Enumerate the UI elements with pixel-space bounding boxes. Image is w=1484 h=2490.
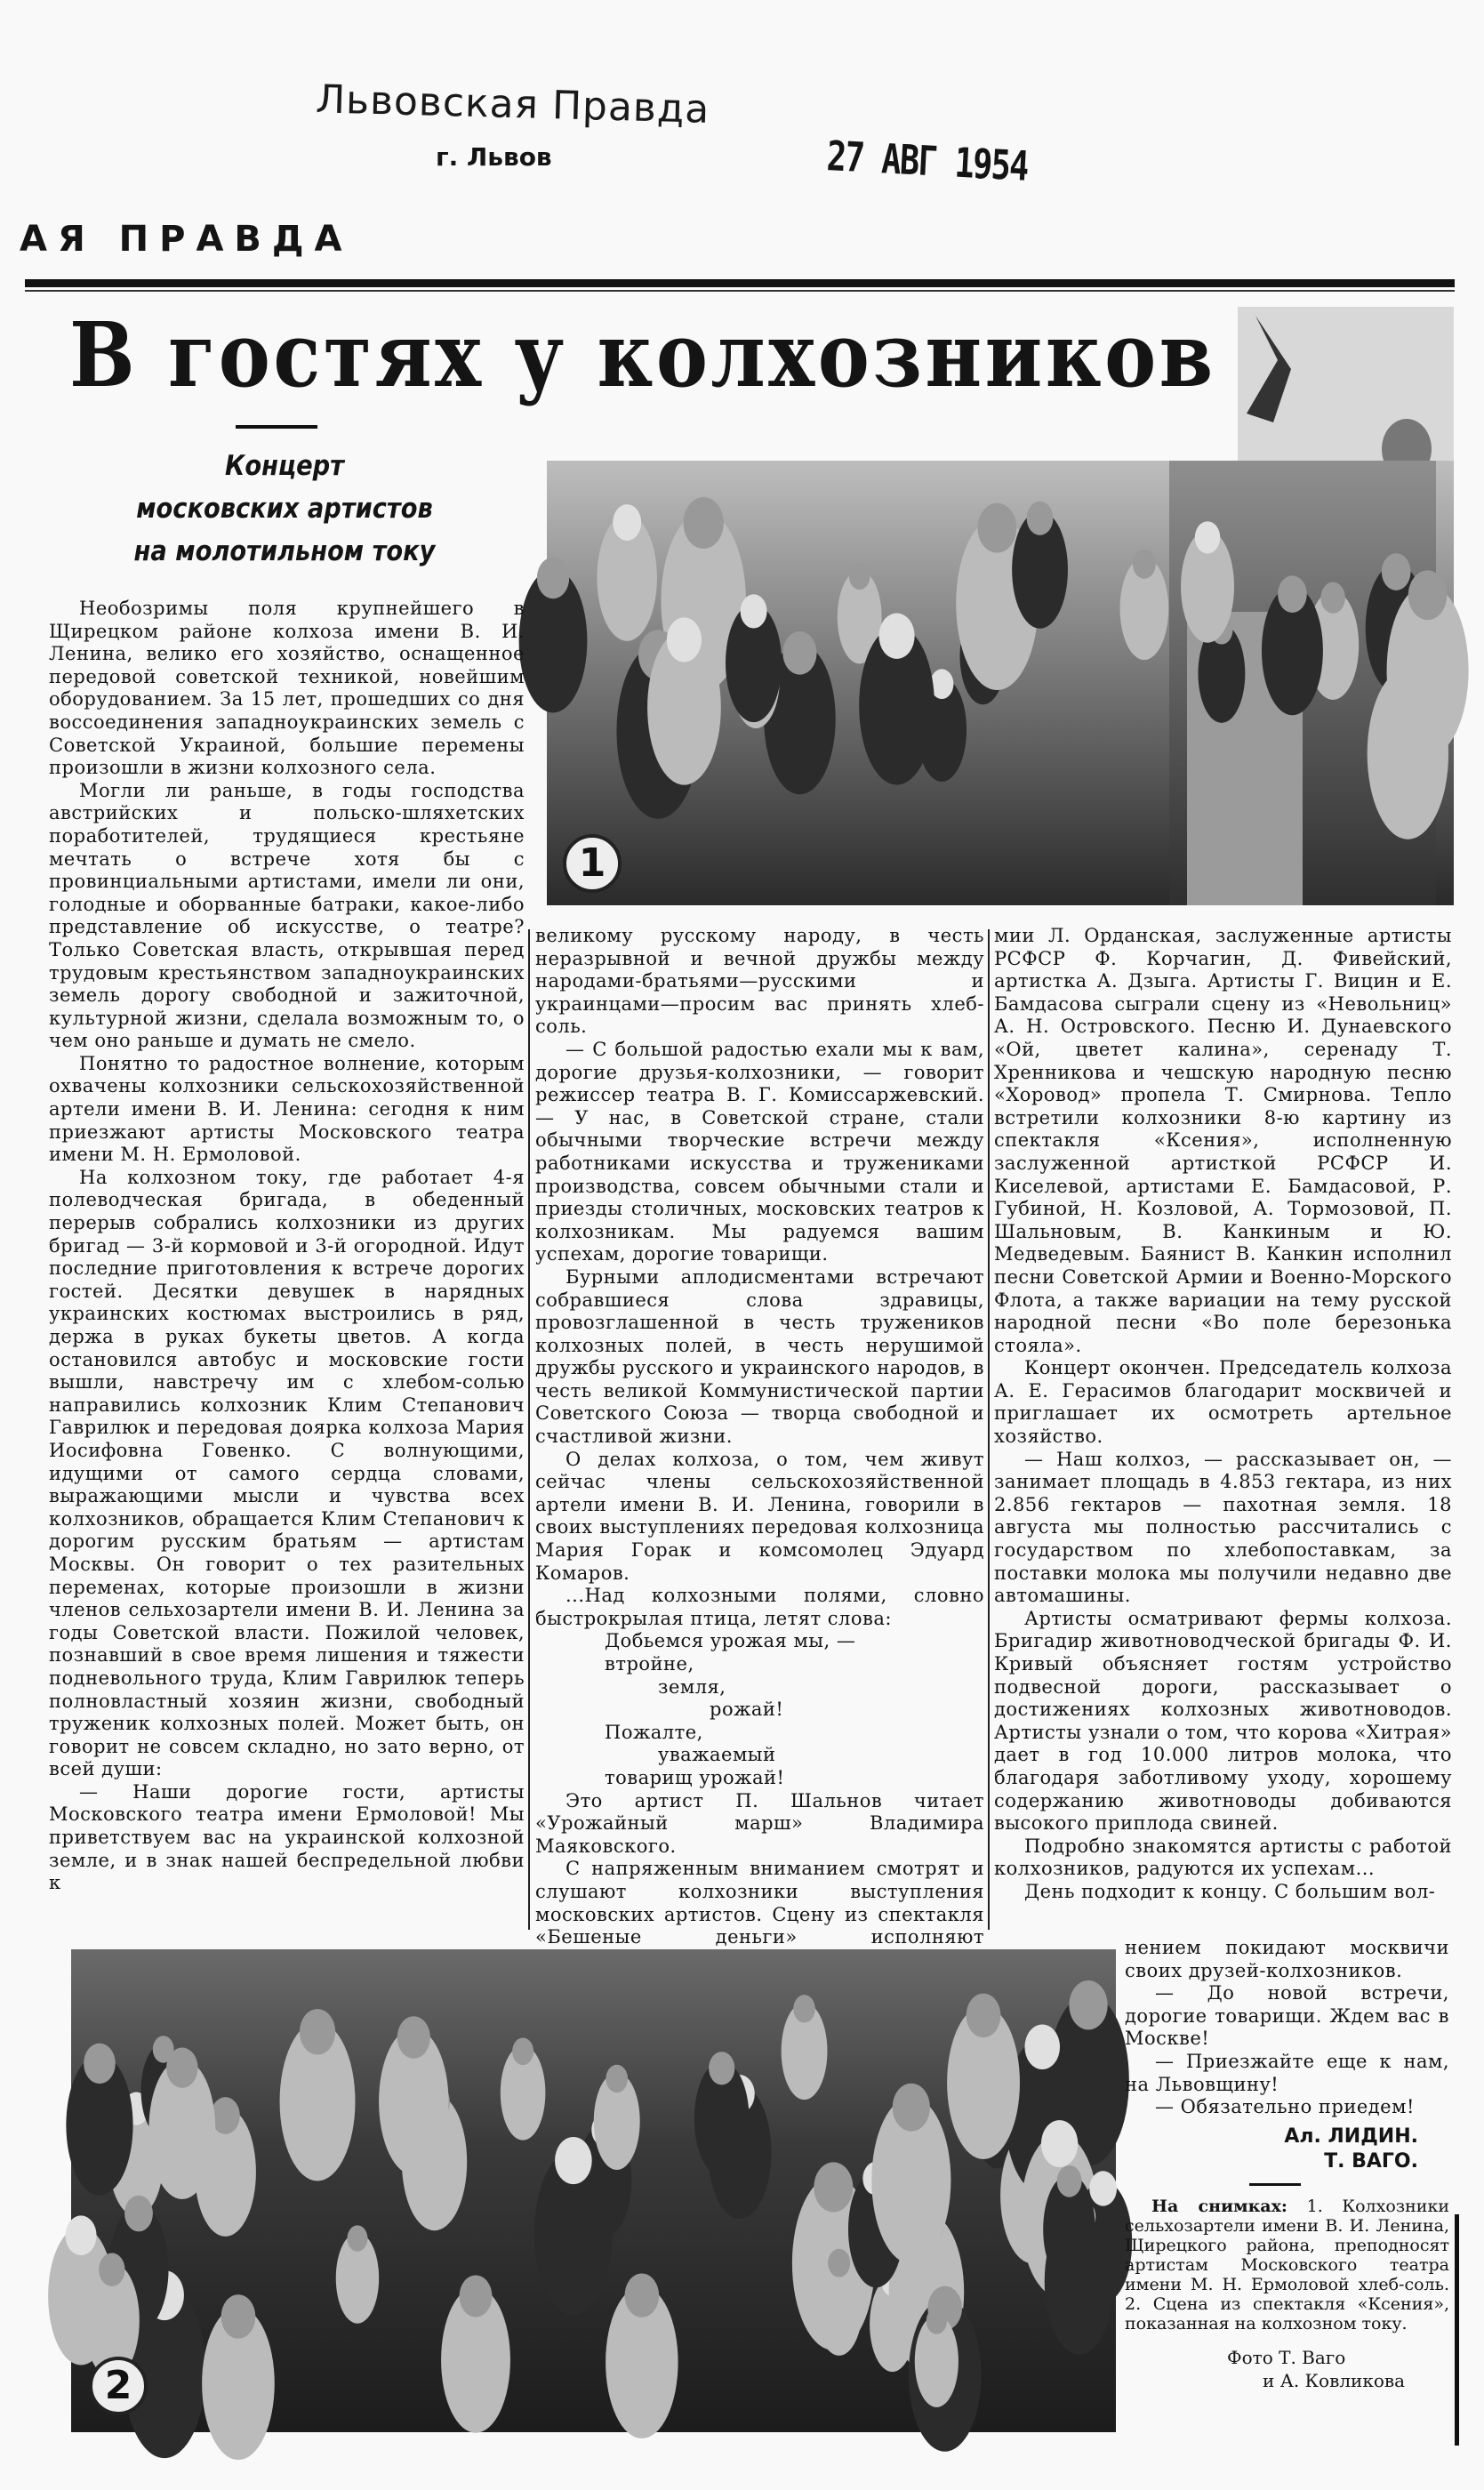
- photo-figure-head: [814, 2162, 853, 2212]
- paragraph: — Обязательно приедем!: [1155, 2096, 1415, 2118]
- photo-figure-head: [967, 1994, 1001, 2038]
- paragraph: С напряженным вниманием смотрят и слушают колхозники выступления московских артистов. Сцену из спектакля «Бешеные деньги» исполняют: [535, 1858, 984, 1948]
- photo-1: [547, 461, 1454, 905]
- paragraph: нением покидают москвичи своих друзей-колхозников.: [1125, 1937, 1449, 1981]
- photo-figure-head: [1089, 2171, 1117, 2205]
- article-subtitle: [108, 445, 461, 573]
- column-rule: [988, 929, 990, 1930]
- border-rule: [1455, 2214, 1459, 2446]
- paragraph: Это артист П. Шальнов читает «Урожайный марш» Владимира Маяковского.: [535, 1789, 984, 1857]
- photo-figure-head: [99, 2253, 124, 2286]
- newspaper-masthead: АЯ ПРАВДА: [20, 219, 353, 260]
- photo-caption: [1125, 2197, 1449, 2333]
- photo-figure-head: [878, 614, 914, 659]
- poem-quote: [535, 1630, 984, 1789]
- photo-figure-head: [1027, 502, 1054, 535]
- photo-figure-head: [166, 2048, 197, 2088]
- paragraph: Артисты осматривают фермы колхоза. Бригадир животноводческой бригады Ф. И. Кривый объясняет гостям устройство подвесной дороги, рассказывает о достижениях колхозных животноводов. Артисты узнали о том, что корова «Хитрая» дает в год 10.000 литров молока, что благодаря заботливому уходу, хорошему содержанию животноводы добиваются высокого приплода свиней.: [994, 1607, 1452, 1835]
- article-column-3-bottom: [1125, 1937, 1449, 2392]
- stamp-date: 27 АВГ 1954: [825, 132, 1030, 190]
- poem-line: земля,: [658, 1675, 726, 1698]
- photo-credit-line: и А. Ковликова: [1263, 2369, 1406, 2391]
- photo-credit: [1125, 2346, 1449, 2392]
- photo-figure-head: [221, 2294, 256, 2338]
- author-signature: [1125, 2125, 1449, 2174]
- subtitle-line: московских артистов: [136, 493, 433, 525]
- masthead-rule: [25, 279, 1455, 287]
- divider: [236, 425, 317, 429]
- paragraph: Необозримы поля крупнейшего в Щирецком районе колхоза имени В. И. Ленина, велико его хозяйство, оснащенное передовой советской техникой, новейшим оборудованием. За 15 лет, прошедших со дня воссоединения западноукраинских земель с Советской Украиной, большие перемены произошли в жизни колхозного села.: [49, 598, 525, 779]
- article-column-2: [535, 925, 984, 1948]
- photo-figure-head: [537, 558, 569, 598]
- photo-number-badge: 1: [563, 834, 622, 893]
- photo-figure-head: [460, 2275, 493, 2317]
- article-headline: В гостях у колхозников: [69, 302, 1216, 407]
- poem-line: Добьемся урожая мы, —: [605, 1630, 856, 1652]
- photo-figure-head: [1320, 582, 1345, 614]
- author-name: Ал. ЛИДИН.: [1284, 2125, 1418, 2148]
- photo-figure-head: [1024, 2024, 1060, 2069]
- author-name: Т. ВАГО.: [1324, 2149, 1418, 2173]
- paragraph: — Наш колхоз, — рассказывает он, — занимает площадь в 4.853 гектара, из них 2.856 гектаров — пахотная земля. 18 августа мы полностью рассчитались с государством по хлебопоставкам, за поставки молока мы получили недавно две автомашины.: [994, 1448, 1452, 1607]
- photo-credit-line: Фото Т. Ваго: [1227, 2346, 1346, 2368]
- photo-figure-head: [709, 2052, 734, 2084]
- poem-line: втройне,: [605, 1653, 694, 1675]
- photo-figure-head: [978, 503, 1017, 553]
- photo-figure-head: [1133, 550, 1156, 579]
- article-column-1: [49, 598, 525, 1932]
- paragraph: Концерт окончен. Председатель колхоза А. Е. Герасимов благодарит москвичей и приглашает их осмотреть артельное хозяйство.: [994, 1357, 1452, 1448]
- photo-1-flag-extension: [1238, 307, 1454, 467]
- photo-figure-head: [893, 2084, 930, 2132]
- photo-figure-head: [782, 631, 816, 675]
- poem-line: Пожалте,: [605, 1721, 703, 1743]
- poem-line: рожай!: [710, 1699, 784, 1721]
- photo-figure-head: [667, 617, 702, 662]
- photo-figure-head: [849, 563, 870, 590]
- photo-figure-head: [741, 594, 767, 628]
- photo-figure-head: [613, 504, 641, 541]
- photo-figure-head: [512, 2037, 533, 2065]
- photo-2-image: [71, 1949, 1116, 2432]
- caption-label: На снимках:: [1151, 2196, 1287, 2216]
- paragraph: Могли ли раньше, в годы господства австрийских и польско-шляхетских поработителей, трудящиеся крестьяне мечтать о встрече хотя бы с провинциальными артистами, имели ли они, голодные и оборванные батраки, какое-либо представление об искусстве, о театре? Только Советская власть, открывшая перед трудовым крестьянством западноукраинских земель дорогу свободной и зажиточной, культурной жизни, сделала возможным то, о чем оно раньше и думать не смело.: [49, 779, 525, 1052]
- paragraph: ...Над колхозными полями, словно быстрокрылая птица, летят слова:: [535, 1585, 984, 1629]
- paragraph: О делах колхоза, о том, чем живут сейчас члены сельскохозяйственной артели имени В. И. Ленина, говорили в своих выступлениях передовая колхозница Мария Горак и комсомолец Эдуард Комаров.: [535, 1448, 984, 1584]
- divider: [1249, 2183, 1301, 2186]
- photo-figure-head: [1057, 2165, 1082, 2197]
- photo-figure-head: [347, 2225, 367, 2251]
- photo-figure-head: [124, 2196, 153, 2232]
- photo-figure-head: [793, 1995, 815, 2022]
- photo-figure-head: [625, 2274, 660, 2317]
- photo-1-image: [547, 461, 1454, 905]
- article-column-3: [994, 925, 1452, 1939]
- photo-figure-head: [606, 2065, 628, 2092]
- photo-figure-head: [1278, 575, 1307, 613]
- photo-number-badge: 2: [89, 2357, 148, 2415]
- photo-figure-head: [684, 497, 724, 549]
- paragraph: Подробно знакомятся артисты с работой колхозников, радуются их успехам...: [994, 1835, 1452, 1880]
- photo-figure-head: [66, 2215, 97, 2255]
- poem-line: товарищ урожай!: [605, 1766, 785, 1788]
- stamp-newspaper-name: Львовская Правда: [315, 76, 710, 133]
- poem-line: уважаемый: [658, 1744, 776, 1766]
- photo-figure-head: [1069, 1980, 1107, 2029]
- photo-figure-head: [828, 2249, 850, 2277]
- photo-2: [71, 1949, 1116, 2432]
- photo-figure-head: [1041, 2120, 1078, 2167]
- paragraph: День подходит к концу. С большим вол-: [1024, 1880, 1436, 1902]
- paragraph: — До новой встречи, дорогие товарищи. Ждем вас в Москве!: [1125, 1982, 1449, 2050]
- stamp-city: г. Львов: [436, 142, 552, 172]
- paragraph: мии Л. Орданская, заслуженные артисты РСФСР Ф. Корчагин, Д. Фивейский, артистка А. Дзыга. Артисты Г. Вицин и Е. Бамдасова сыграли сцену из «Невольниц» А. Н. Островского. Песню И. Дунаевского «Ой, цветет калина», серенаду Т. Хренникова и чешскую народную песню «Хоровод» пропела Т. Смирнова. Тепло встретили колхозники 8-ю картину из спектакля «Ксения», исполненную заслуженной артисткой РСФСР И. Киселевой, артистами Е. Бамдасовой, Р. Губиной, Н. Козловой, А. Тормозовой, П. Шальновым, В. Канкиным и Ю. Медведевым. Баянист В. Канкин исполнил песни Советской Армии и Военно-Морского Флота, а также вариации на тему русской народной песни «Во поле березонька стояла».: [994, 925, 1452, 1356]
- photo-figure-head: [926, 2308, 947, 2334]
- photo-figure-head: [555, 2137, 592, 2184]
- paragraph: великому русскому народу, в честь неразрывной и вечной дружбы между народами-братьями—русскими и украинцами—просим вас принять хлеб-соль.: [535, 925, 984, 1038]
- paragraph: — Приезжайте еще к нам, на Львовщину!: [1125, 2050, 1449, 2095]
- paragraph: — С большой радостью ехали мы к вам, дорогие друзья-колхозники, — говорит режиссер театра В. Г. Комиссаржевский. — У нас, в Советской стране, стали обычными творческие встречи между работниками искусства и тружениками производства, совсем обычными стали и приезды столичных, московских театров к колхозникам. Мы радуемся вашим успехам, дорогие товарищи.: [535, 1038, 984, 1265]
- subtitle-line: на молотильном току: [133, 535, 436, 567]
- photo-figure-head: [84, 2044, 116, 2084]
- paragraph: — Наши дорогие гости, артисты Московского театра имени Ермоловой! Мы приветствуем вас на украинской колхозной земле, и в знак нашей беспредельной любви к: [49, 1780, 525, 1894]
- caption-text: 1. Колхозники сельхозартели имени В. И. Ленина, Щирецкого района, преподносят артистам Московского театра имени М. Н. Ермоловой хлеб-соль. 2. Сцена из спектакля «Ксения», показанная на колхозном току.: [1125, 2196, 1449, 2333]
- article-column-3-continued: [1125, 1937, 1449, 2119]
- masthead-rule-thin: [25, 290, 1455, 292]
- paragraph: Понятно то радостное волнение, которым охвачены колхозники сельскохозяйственной артели имени В. И. Ленина: сегодня к ним приезжают артисты Московского театра имени М. Н. Ермоловой.: [49, 1052, 525, 1166]
- column-rule: [528, 929, 530, 1930]
- photo-figure-head: [300, 2009, 335, 2054]
- subtitle-line: Концерт: [225, 450, 344, 482]
- photo-figure-head: [1382, 553, 1411, 590]
- paragraph: Бурными аплодисментами встречают собравшиеся слова здравицы, провозглашенной в честь тружеников колхозных полей, в честь нерушимой дружбы русского и украинского народов, в честь великой Коммунистической партии Советского Союза — творца свободной и счастливой жизни.: [535, 1265, 984, 1448]
- photo-figure-head: [1408, 570, 1448, 620]
- photo-figure-head: [397, 2016, 430, 2058]
- photo-figure-head: [1195, 521, 1220, 553]
- paragraph: На колхозном току, где работает 4-я полеводческая бригада, в обеденный перерыв собрались колхозники из других бригад — 3-й кормовой и 3-й огородной. Идут последние приготовления к встрече дорогих гостей. Десятки девушек в нарядных украинских костюмах выстроились в ряд, держа в руках букеты цветов. А когда остановился автобус и московские гости вышли, навстречу им с хлебом-солью направились колхозник Клим Степанович Гаврилюк и передовая доярка колхоза Мария Иосифовна Говенко. С волнующими, идущими от самого сердца словами, выражающими мысли и чувства всех колхозников, обращается Клим Степанович к дорогим русским братьям — артистам Москвы. Он говорит о тех разительных переменах, которые произошли в жизни членов сельхозартели имени В. И. Ленина за годы Советской власти. Пожилой человек, познавший в свое время лишения и тяжести подневольного труда, Клим Гаврилюк теперь полновластный хозяин жизни, свободный труженик колхозных полей. Может быть, он говорит не совсем складно, но зато верно, от всей души:: [49, 1166, 525, 1780]
